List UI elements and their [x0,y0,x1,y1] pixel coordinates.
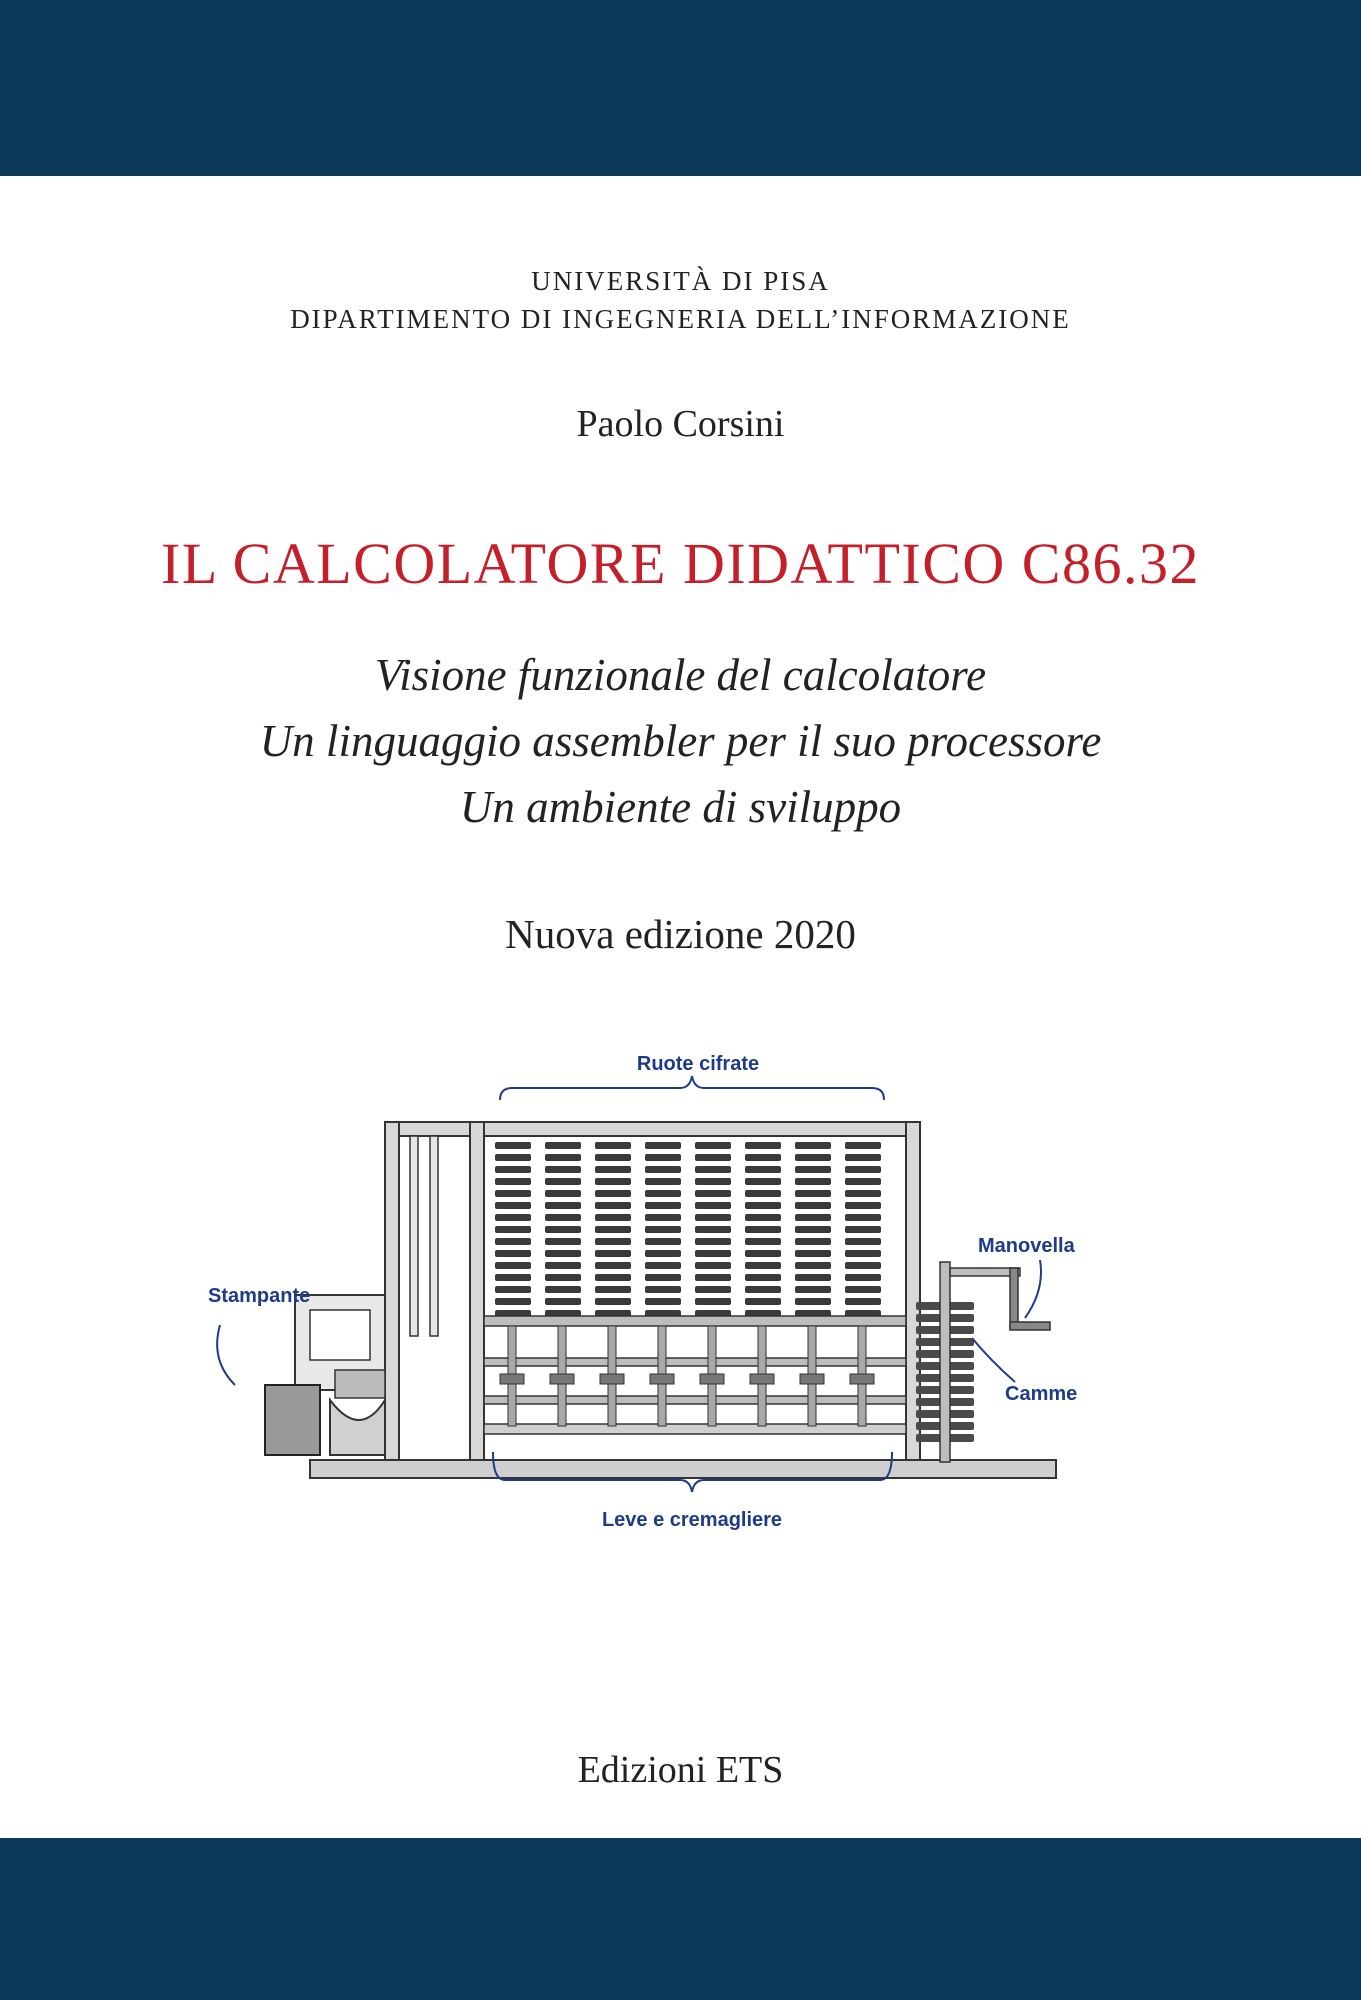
label-cams: Camme [1005,1383,1078,1405]
digit-wheel [645,1298,681,1305]
digit-wheel [495,1202,531,1209]
digit-wheel [745,1214,781,1221]
digit-wheel [845,1202,881,1209]
author-name: Paolo Corsini [576,403,785,445]
digit-wheel [545,1190,581,1197]
digit-wheel [745,1202,781,1209]
digit-wheel [645,1250,681,1257]
digit-wheel [645,1226,681,1233]
label-levers: Leve e cremagliere [601,1509,783,1531]
digit-wheel [595,1166,631,1173]
printer-window [310,1310,370,1360]
printer-drum [335,1370,385,1398]
top-beam [385,1122,920,1136]
digit-wheel [545,1286,581,1293]
digit-wheel [645,1274,681,1281]
digit-wheel [695,1250,731,1257]
digit-wheel [495,1262,531,1269]
digit-wheel-columns [495,1142,881,1317]
digit-wheel [595,1286,631,1293]
lower-rail [484,1424,906,1434]
digit-wheel [495,1214,531,1221]
subtitle-block [0,642,1361,840]
digit-wheel [695,1190,731,1197]
digit-wheel [545,1250,581,1257]
right-post [906,1122,920,1460]
rod [410,1136,418,1336]
label-wheels: Ruote cifrate [636,1053,760,1075]
crank-arrow [1025,1260,1041,1318]
digit-wheel [545,1142,581,1149]
digit-wheel [745,1226,781,1233]
cams-arrow [972,1338,1015,1382]
shaft [484,1396,906,1404]
digit-wheel [545,1238,581,1245]
digit-wheel [845,1142,881,1149]
digit-wheel [845,1262,881,1269]
digit-wheel [795,1298,831,1305]
crank-handle [1010,1322,1050,1330]
lever [650,1374,674,1384]
lever [550,1374,574,1384]
digit-wheel [745,1142,781,1149]
digit-wheel [745,1298,781,1305]
rod [430,1136,438,1336]
lever [800,1374,824,1384]
machine-drawing [208,1040,1120,1550]
digit-wheel [645,1262,681,1269]
digit-wheel [595,1226,631,1233]
digit-wheel [795,1202,831,1209]
digit-wheel [695,1166,731,1173]
digit-wheel [745,1154,781,1161]
digit-wheel [495,1238,531,1245]
digit-wheel [645,1202,681,1209]
lever [500,1374,524,1384]
digit-wheel [845,1190,881,1197]
digit-wheel [495,1178,531,1185]
cam-axle [940,1262,950,1462]
digit-wheel [495,1154,531,1161]
digit-wheel [595,1202,631,1209]
digit-wheel [495,1226,531,1233]
printer-stand [330,1400,385,1455]
digit-wheel [845,1238,881,1245]
digit-wheel [795,1286,831,1293]
digit-wheel [595,1154,631,1161]
subtitle-line: Un linguaggio assembler per il suo processore [259,716,1102,766]
digit-wheel [795,1250,831,1257]
digit-wheel [545,1166,581,1173]
digit-wheel [645,1286,681,1293]
digit-wheel [795,1166,831,1173]
difference-engine-illustration [208,1040,1120,1550]
university-name: UNIVERSITÀ DI PISA [531,266,830,296]
digit-wheel [495,1250,531,1257]
lever [850,1374,874,1384]
digit-wheel [595,1178,631,1185]
label-printer: Stampante [208,1285,311,1307]
subtitle-line: Visione funzionale del calcolatore [374,650,987,700]
digit-wheel [845,1298,881,1305]
frame-post [470,1122,484,1460]
digit-wheel [745,1238,781,1245]
digit-wheel [645,1154,681,1161]
digit-wheel [845,1286,881,1293]
digit-wheel [645,1166,681,1173]
digit-wheel [695,1286,731,1293]
digit-wheel [845,1250,881,1257]
digit-wheel [695,1214,731,1221]
book-title: IL CALCOLATORE DIDATTICO C86.32 [161,531,1200,596]
digit-wheel [745,1262,781,1269]
subtitle-line: Un ambiente di sviluppo [459,782,902,832]
digit-wheel [795,1214,831,1221]
digit-wheel [645,1142,681,1149]
digit-wheel [695,1142,731,1149]
department-name: DIPARTIMENTO DI INGEGNERIA DELL’INFORMAZIONE [290,304,1071,334]
digit-wheel [495,1286,531,1293]
digit-wheel [695,1262,731,1269]
digit-wheel [695,1202,731,1209]
digit-wheel [545,1178,581,1185]
digit-wheel [645,1178,681,1185]
digit-wheel [795,1238,831,1245]
digit-wheel [495,1190,531,1197]
digit-wheel [745,1250,781,1257]
digit-wheel [845,1274,881,1281]
digit-wheel [745,1178,781,1185]
digit-wheel [695,1178,731,1185]
digit-wheel [745,1274,781,1281]
digit-wheel [545,1226,581,1233]
printer-arrow [217,1325,235,1385]
printer-gear [265,1385,320,1455]
digit-wheel [695,1298,731,1305]
digit-wheel [845,1178,881,1185]
digit-wheel [745,1286,781,1293]
lever [600,1374,624,1384]
digit-wheel [595,1238,631,1245]
digit-wheel [545,1154,581,1161]
lever [750,1374,774,1384]
digit-wheel [795,1154,831,1161]
digit-wheel [595,1142,631,1149]
digit-wheel [495,1298,531,1305]
digit-wheel [545,1202,581,1209]
edition: Nuova edizione 2020 [505,911,856,957]
digit-wheel [845,1226,881,1233]
digit-wheel [795,1274,831,1281]
digit-wheel [845,1214,881,1221]
label-crank: Manovella [978,1235,1075,1257]
digit-wheel [645,1238,681,1245]
digit-wheel [845,1154,881,1161]
lever [700,1374,724,1384]
digit-wheel [495,1274,531,1281]
digit-wheel [795,1142,831,1149]
digit-wheel [595,1274,631,1281]
crank-arm [1010,1268,1018,1328]
digit-wheel [595,1190,631,1197]
digit-wheel [645,1214,681,1221]
bottom-color-band [0,1838,1361,2000]
publisher: Edizioni ETS [577,1749,784,1791]
digit-wheel [595,1214,631,1221]
digit-wheel [795,1262,831,1269]
shaft [484,1358,906,1366]
top-color-band [0,0,1361,176]
digit-wheel [545,1214,581,1221]
digit-wheel [795,1178,831,1185]
digit-wheel [795,1190,831,1197]
digit-wheel [695,1154,731,1161]
digit-wheel [695,1226,731,1233]
digit-wheel [595,1250,631,1257]
digit-wheel [695,1238,731,1245]
digit-wheel [645,1190,681,1197]
digit-wheel [695,1274,731,1281]
digit-wheel [495,1166,531,1173]
shaft [484,1316,906,1326]
digit-wheel [545,1274,581,1281]
digit-wheel [595,1262,631,1269]
digit-wheel [745,1166,781,1173]
wheels-brace [500,1076,884,1100]
digit-wheel [545,1298,581,1305]
digit-wheel [745,1190,781,1197]
digit-wheel [545,1262,581,1269]
left-post [385,1122,399,1460]
digit-wheel [495,1142,531,1149]
vertical-axles [500,1326,874,1426]
digit-wheel [595,1298,631,1305]
digit-wheel [795,1226,831,1233]
affiliation [0,262,1361,338]
digit-wheel [845,1166,881,1173]
